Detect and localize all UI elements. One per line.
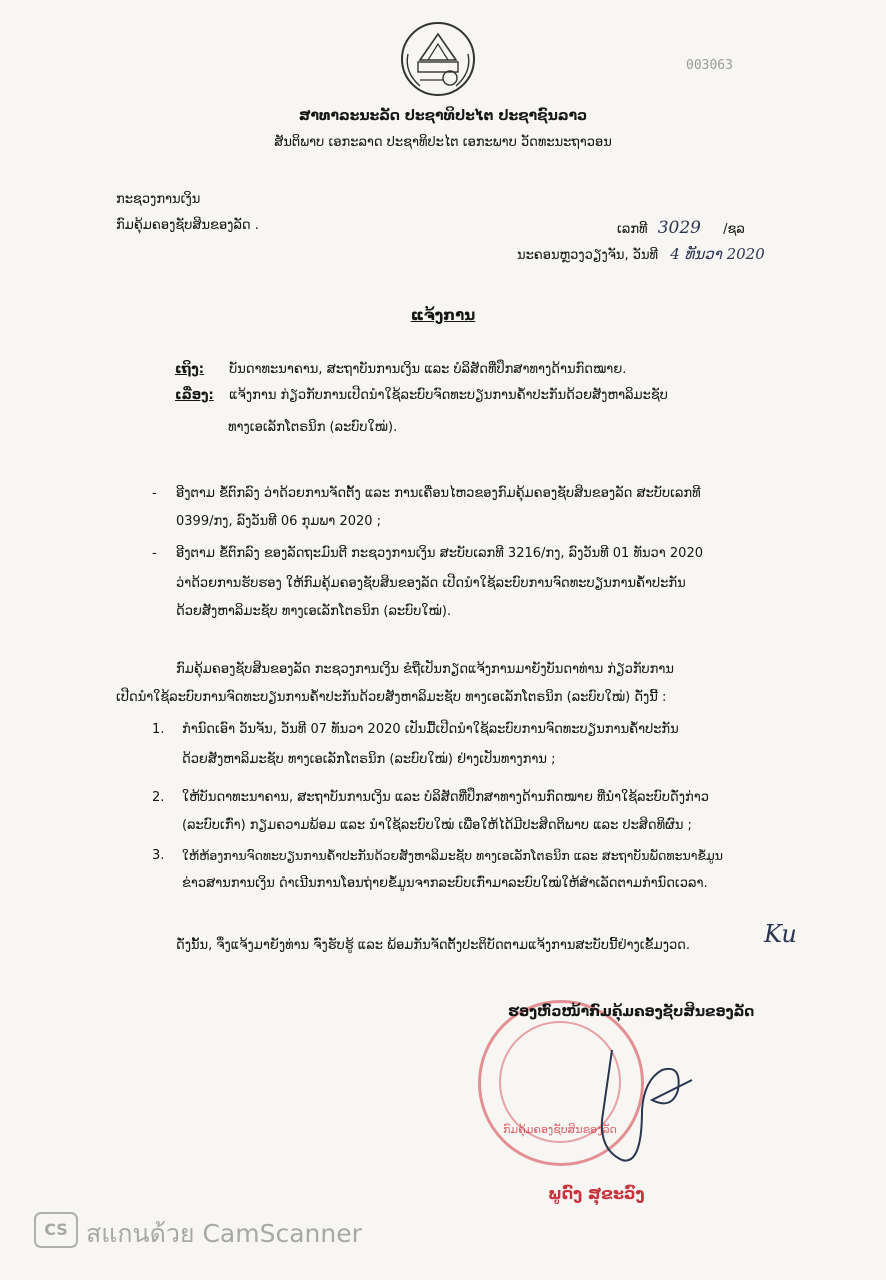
closing-text: ດັ່ງນັ້ນ, ຈຶ່ງແຈ້ງມາຍັງທ່ານ ຈົ່ງຮັບຮູ້ ແລະ ພ້ອມກັນຈັດຕັ້ງປະຕິບັດຕາມແຈ້ງການສະບັບນີ້ຢ່າງເຂັ້ມງວດ. xyxy=(176,938,691,953)
item-3-line-2: ຂ່າວສານການເງິນ ດຳເນີນການໂອນຖ່າຍຂໍ້ມູນຈາກລະບົບເກົ່າມາລະບົບໃໝ່ໃຫ້ສຳເລັດຕາມກຳນົດເວລາ. xyxy=(182,876,708,891)
reference-dash: - xyxy=(152,486,157,501)
country-name: ສາທາລະນະລັດ ປະຊາທິປະໄຕ ປະຊາຊົນລາວ xyxy=(298,108,588,124)
date-handwritten: 4 ທັນວາ 2020 xyxy=(670,245,765,263)
reference-1-line-2: 0399/ກງ, ລົງວັນທີ 06 ກຸມພາ 2020 ; xyxy=(176,514,382,529)
initials-handwritten: Ku xyxy=(764,920,797,948)
subject-line xyxy=(175,388,668,403)
signatory-position: ຮອງຫົວໜ້າກົມຄຸ້ມຄອງຊັບສິນຂອງລັດ xyxy=(508,1004,755,1020)
corner-mark: 003063 xyxy=(686,58,733,73)
reference-dash: - xyxy=(152,546,157,561)
subject-text-1: ແຈ້ງການ ກ່ຽວກັບການເປີດນຳໃຊ້ລະບົບຈົດທະບຽນການຄ້ຳປະກັນດ້ວຍສັງຫາລິມະຊັບ xyxy=(229,388,668,403)
number-suffix: /ຊລ xyxy=(723,222,745,237)
reference-1-line-1: ອີງຕາມ ຂໍ້ຕົກລົງ ວ່າດ້ວຍການຈັດຕັ້ງ ແລະ ການເຄື່ອນໄຫວຂອງກົມຄຸ້ມຄອງຊັບສິນຂອງລັດ ສະບັບເລກທີ xyxy=(176,486,701,501)
item-2-line-2: (ລະບົບເກົ່າ) ກຽມຄວາມພ້ອມ ແລະ ນຳໃຊ້ລະບົບໃໝ່ ເພື່ອໃຫ້ໄດ້ມີປະສິດຕິພາບ ແລະ ປະສິດທິຜົນ ; xyxy=(182,818,692,833)
reference-2-line-1: ອີງຕາມ ຂໍ້ຕົກລົງ ຂອງລັດຖະມົນຕີ ກະຊວງການເງິນ ສະບັບເລກທີ 3216/ກງ, ລົງວັນທີ 01 ທັນວາ 2020 xyxy=(176,546,703,561)
reference-2-line-3: ດ້ວຍສັງຫາລິມະຊັບ ທາງເອເລັກໂຕຣນິກ (ລະບົບໃໝ່). xyxy=(176,604,452,619)
number-handwritten: 3029 xyxy=(657,218,701,238)
number-label: ເລກທີ xyxy=(617,222,648,237)
intro-line-1: ກົມຄຸ້ມຄອງຊັບສິນຂອງລັດ ກະຊວງການເງິນ ຂໍຖືເປັນກຽດແຈ້ງການມາຍັງບັນດາທ່ານ ກ່ຽວກັບການ xyxy=(176,662,674,677)
stamp-ring-text: ກົມຄຸ້ມຄອງຊັບສິນຂອງລັດ xyxy=(503,1123,617,1136)
item-3-line-1: ໃຫ້ຫ້ອງການຈົດທະບຽນການຄ້ຳປະກັນດ້ວຍສັງຫາລິມະຊັບ ທາງເອເລັກໂຕຣນິກ ແລະ ສະຖາບັນພັດທະນາຂໍ້ມູນ xyxy=(182,848,724,863)
reference-2-line-2: ວ່າດ້ວຍການຮັບຮອງ ໃຫ້ກົມຄຸ້ມຄອງຊັບສິນຂອງລັດ ເປີດນຳໃຊ້ລະບົບການຈົດທະບຽນການຄ້ຳປະກັນ xyxy=(176,576,686,591)
to-text: ບັນດາທະນາຄານ, ສະຖາບັນການເງິນ ແລະ ບໍລິສັດທີ່ປຶກສາທາງດ້ານກົດໝາຍ. xyxy=(229,362,627,377)
national-emblem-icon xyxy=(398,20,478,98)
ministry-name: ກະຊວງການເງິນ xyxy=(116,192,201,207)
department-name: ກົມຄຸ້ມຄອງຊັບສິນຂອງລັດ . xyxy=(116,218,259,233)
to-label: ເຖິງ: xyxy=(175,362,205,377)
item-number: 3. xyxy=(152,848,165,863)
item-1-line-1: ກຳນົດເອົາ ວັນຈັນ, ວັນທີ 07 ທັນວາ 2020 ເປັນມື້ເປີດນຳໃຊ້ລະບົບການຈົດທະບຽນການຄ້ຳປະກັນ xyxy=(182,722,679,737)
national-motto: ສັນຕິພາບ ເອກະລາດ ປະຊາທິປະໄຕ ເອກະພາບ ວັດທະນະຖາວອນ xyxy=(274,135,612,150)
signature-scribble-icon xyxy=(582,1040,702,1170)
item-number: 1. xyxy=(152,722,165,737)
subject-text-2: ທາງເອເລັກໂຕຣນິກ (ລະບົບໃໝ່). xyxy=(228,420,398,435)
subject-label: ເລື່ອງ: xyxy=(175,388,214,403)
camscanner-watermark: สแกนด้วย CamScanner xyxy=(86,1219,362,1248)
document-title: ແຈ້ງການ xyxy=(410,306,476,324)
item-1-line-2: ດ້ວຍສັງຫາລິມະຊັບ ທາງເອເລັກໂຕຣນິກ (ລະບົບໃໝ່) ຢ່າງເປັນທາງການ ; xyxy=(182,752,556,767)
place-date xyxy=(517,245,765,263)
intro-line-2: ເປີດນຳໃຊ້ລະບົບການຈົດທະບຽນການຄ້ຳປະກັນດ້ວຍສັງຫາລິມະຊັບ ທາງເອເລັກໂຕຣນິກ (ລະບົບໃໝ່) ດັ່ງນີ້ : xyxy=(116,690,667,705)
recipient-line xyxy=(175,362,626,377)
item-number: 2. xyxy=(152,790,165,805)
reference-number xyxy=(617,218,745,238)
signatory-name: ພູດົງ ສຸຂະວົງ xyxy=(548,1184,645,1203)
place-date-label: ນະຄອນຫຼວງວຽງຈັນ, ວັນທີ xyxy=(517,248,659,263)
camscanner-badge-icon: CS xyxy=(34,1212,78,1248)
item-2-line-1: ໃຫ້ບັນດາທະນາຄານ, ສະຖາບັນການເງິນ ແລະ ບໍລິສັດທີ່ປຶກສາທາງດ້ານກົດໝາຍ ທີ່ນຳໃຊ້ລະບົບດັ່ງກ່າວ xyxy=(182,790,709,805)
